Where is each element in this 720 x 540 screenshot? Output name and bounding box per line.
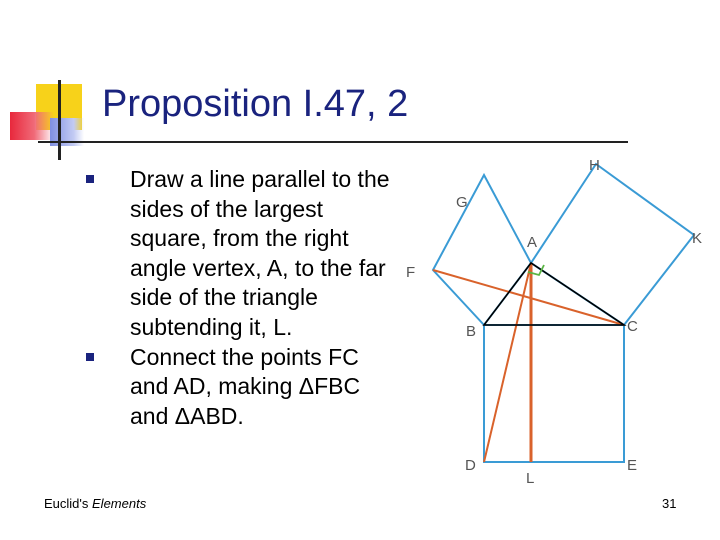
footer-book-title: Elements <box>92 496 147 511</box>
label-d: D <box>465 457 476 474</box>
label-l: L <box>526 470 535 487</box>
pythagorean-figure <box>400 150 710 490</box>
footer-source <box>44 496 146 511</box>
page-number: 31 <box>662 496 677 511</box>
label-b: B <box>466 323 477 340</box>
label-g: G <box>456 194 468 211</box>
bullet-item <box>86 343 391 432</box>
bullet-text: Connect the points FC and AD, making ΔFBC and ΔABD. <box>130 343 361 429</box>
bullet-square-icon <box>86 175 94 183</box>
bullet-text: Draw a line parallel to the sides of the largest square, from the right angle vertex, A, to the far side of the triangle subtending it, L. <box>130 166 390 340</box>
logo-red-bar <box>10 112 54 140</box>
geometry-diagram <box>400 150 710 490</box>
title-underline <box>38 141 628 143</box>
decorative-logo <box>0 0 110 170</box>
bullet-square-icon <box>86 353 94 361</box>
square-on-bc <box>484 325 624 462</box>
line-fc <box>433 270 624 325</box>
square-on-ac <box>531 164 694 325</box>
footer-prefix: Euclid's <box>44 496 93 511</box>
label-k: K <box>692 230 703 247</box>
label-c: C <box>627 318 638 335</box>
label-e: E <box>627 457 638 474</box>
bullet-item <box>86 165 391 343</box>
triangle-abc <box>484 263 624 325</box>
label-h: H <box>589 157 600 174</box>
bullet-list <box>86 165 391 431</box>
slide-title: Proposition I.47, 2 <box>102 83 409 125</box>
square-on-ab <box>433 175 531 325</box>
label-a: A <box>527 234 538 251</box>
label-f: F <box>406 264 416 281</box>
logo-vertical-line <box>58 80 61 160</box>
